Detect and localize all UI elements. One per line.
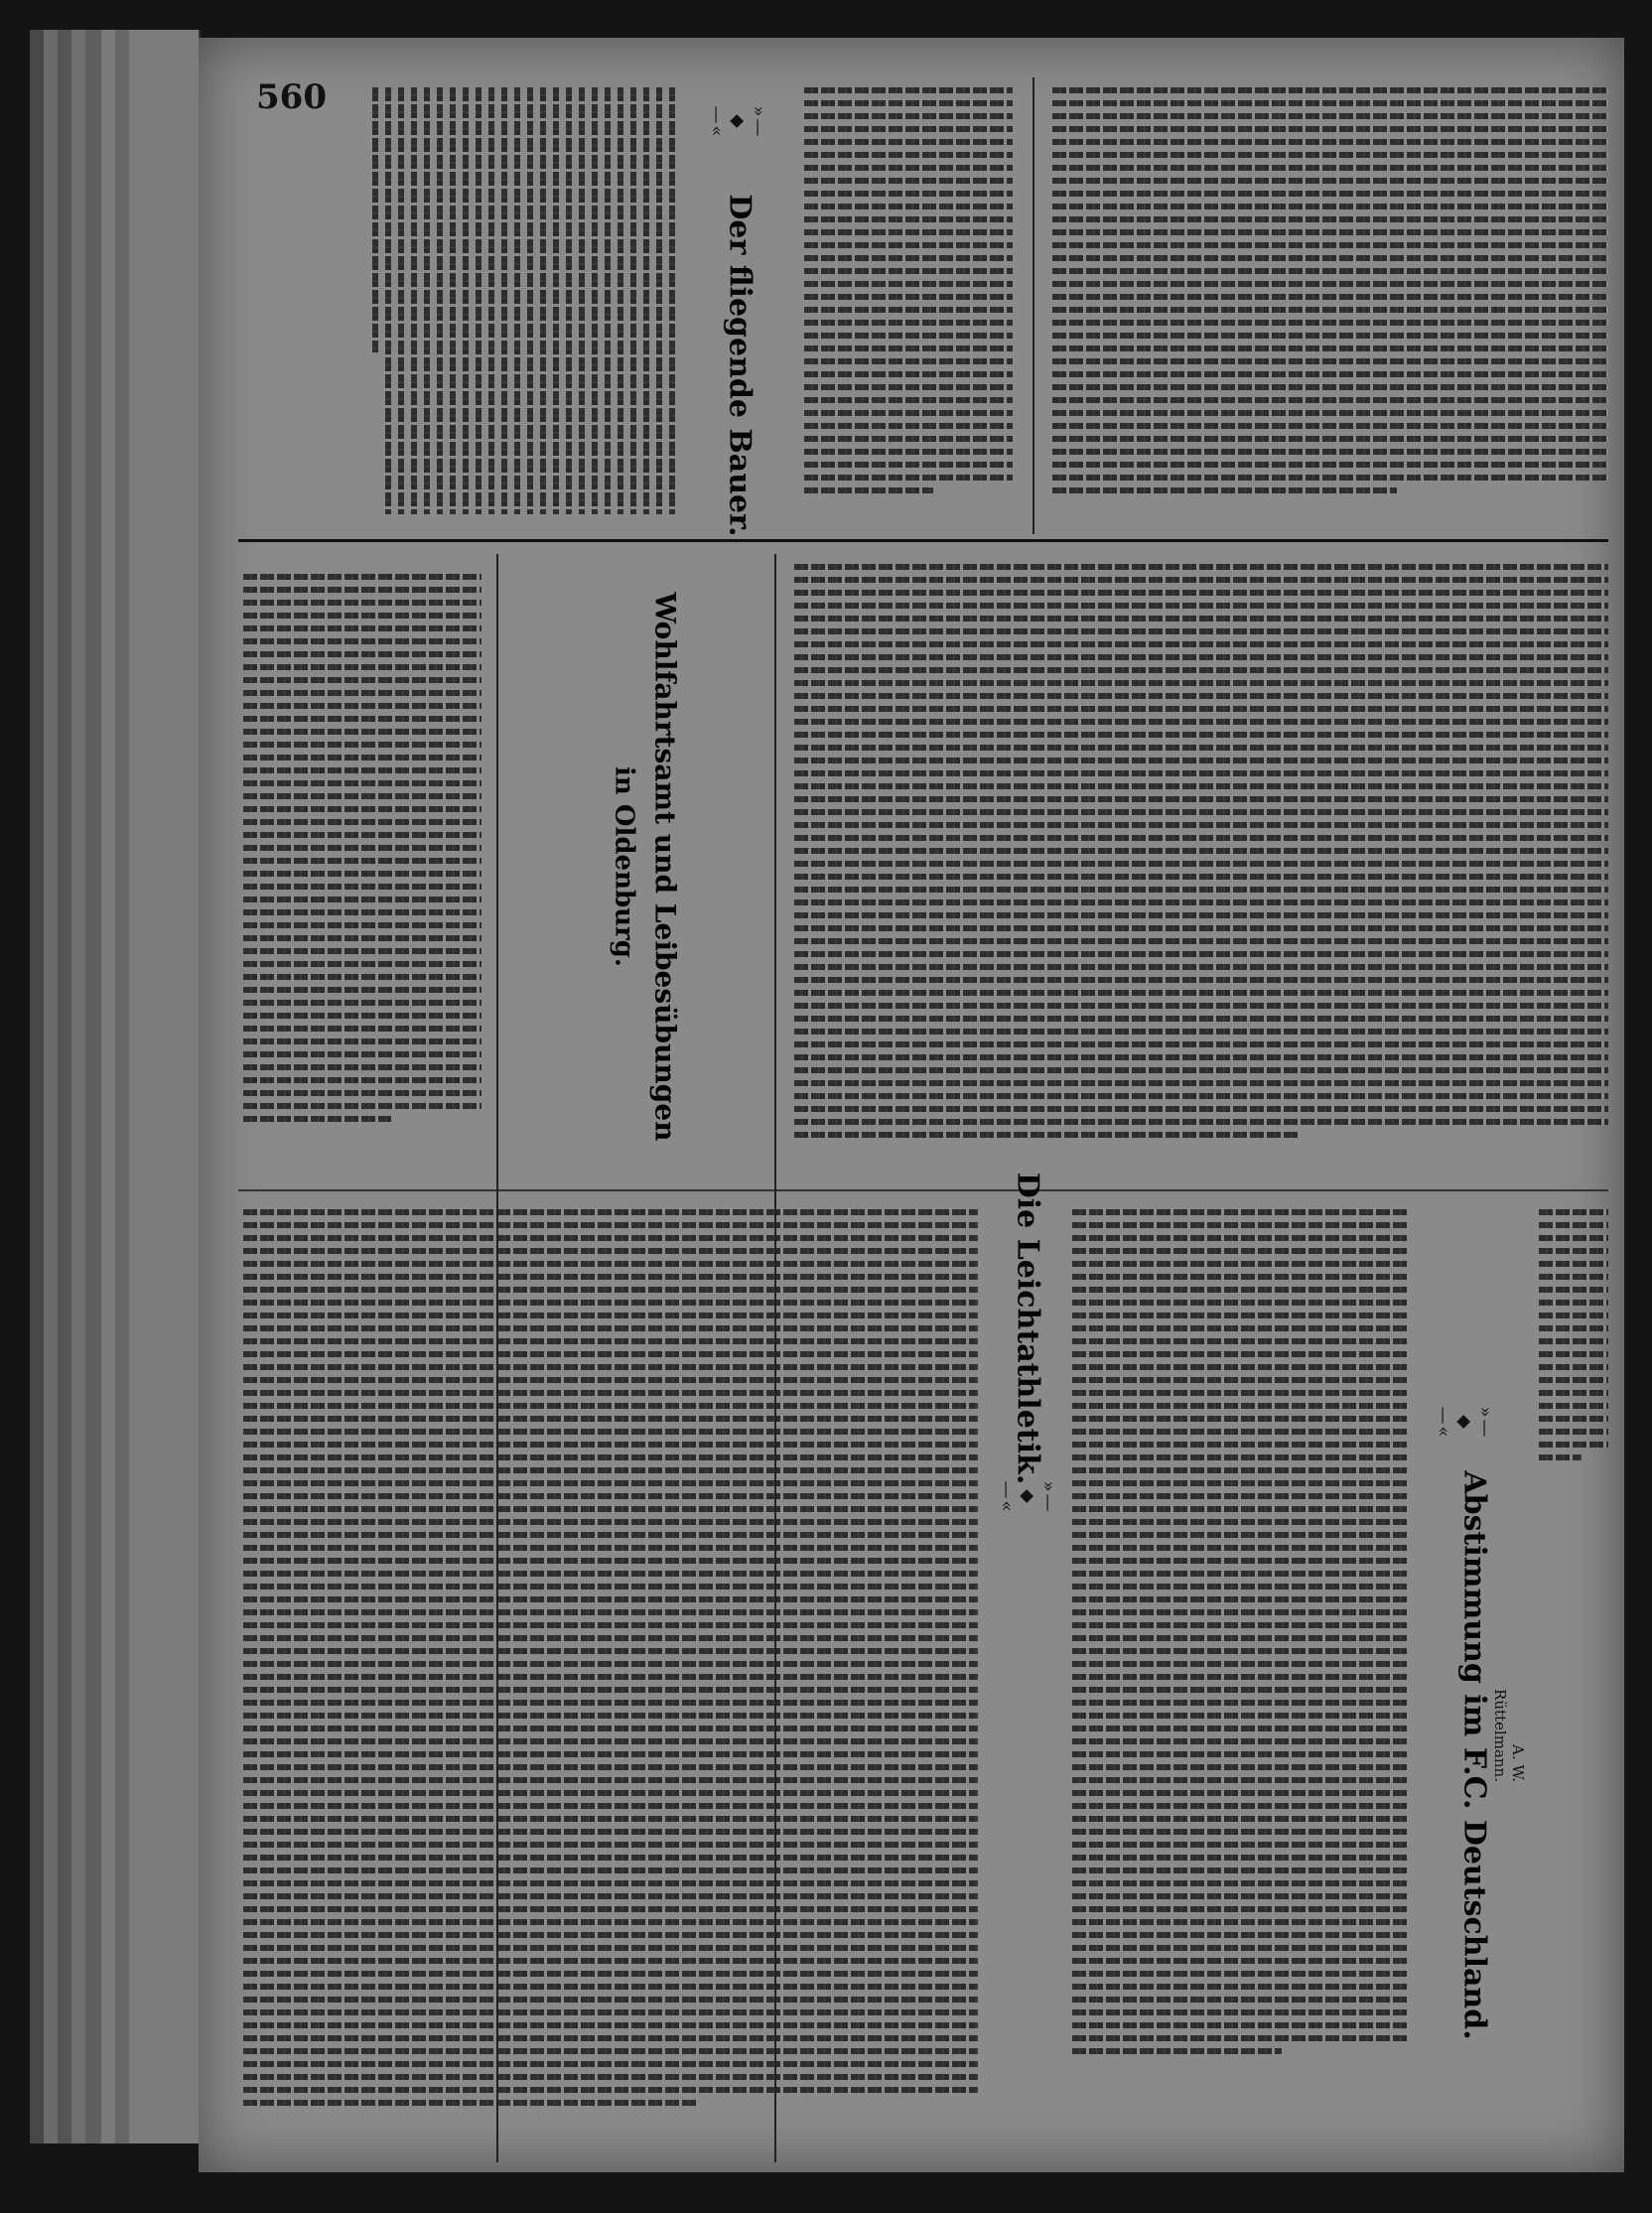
page-number: 560: [256, 77, 327, 117]
article-headline: Abstimmung im F.C. Deutschland.: [1456, 1470, 1492, 2040]
page-edge: [129, 30, 201, 2144]
article-body: [794, 564, 1608, 1170]
page-edge: [85, 30, 102, 2144]
article-body: [243, 1209, 978, 2162]
section-rule: [238, 539, 1608, 542]
page-edge: [71, 30, 86, 2144]
article-subheadline: in Oldenburg.: [609, 765, 639, 967]
article-body: [1072, 1209, 1410, 2162]
page-edge: [101, 30, 116, 2144]
ornament-box: [996, 1448, 1059, 1547]
section-rule: [238, 1189, 1608, 1191]
ornament-box: [1433, 1368, 1496, 1477]
ornament: »—◆—«: [706, 105, 769, 139]
ornament-box: [706, 68, 769, 177]
article-headline-box: [591, 574, 700, 1160]
article-byline: A. W. Rüttelmann.: [1491, 1689, 1527, 1782]
ornament: »—◆—«: [996, 1480, 1059, 1514]
page-edge: [44, 30, 59, 2144]
page-edge: [30, 30, 45, 2144]
article-body: [243, 574, 482, 1170]
article-body: [233, 87, 675, 514]
article-body: [1539, 1209, 1608, 2162]
article-body: [804, 87, 1013, 524]
article-headline: Die Leichtathletik.: [1010, 1172, 1045, 1485]
column-rule: [1032, 77, 1034, 534]
newspaper-page: [199, 38, 1624, 2172]
ornament: »—◆—«: [1433, 1406, 1496, 1440]
article-headline-box: [993, 1172, 1062, 1485]
article-headline: Der fliegende Bauer.: [722, 194, 757, 537]
article-headline: Wohlfahrtsamt und Leibesübungen: [648, 592, 682, 1142]
byline-box: [1489, 1606, 1529, 1865]
page-edge: [115, 30, 130, 2144]
article-body: [1052, 87, 1608, 524]
page-edge: [58, 30, 72, 2144]
article-headline-box: [695, 194, 784, 537]
